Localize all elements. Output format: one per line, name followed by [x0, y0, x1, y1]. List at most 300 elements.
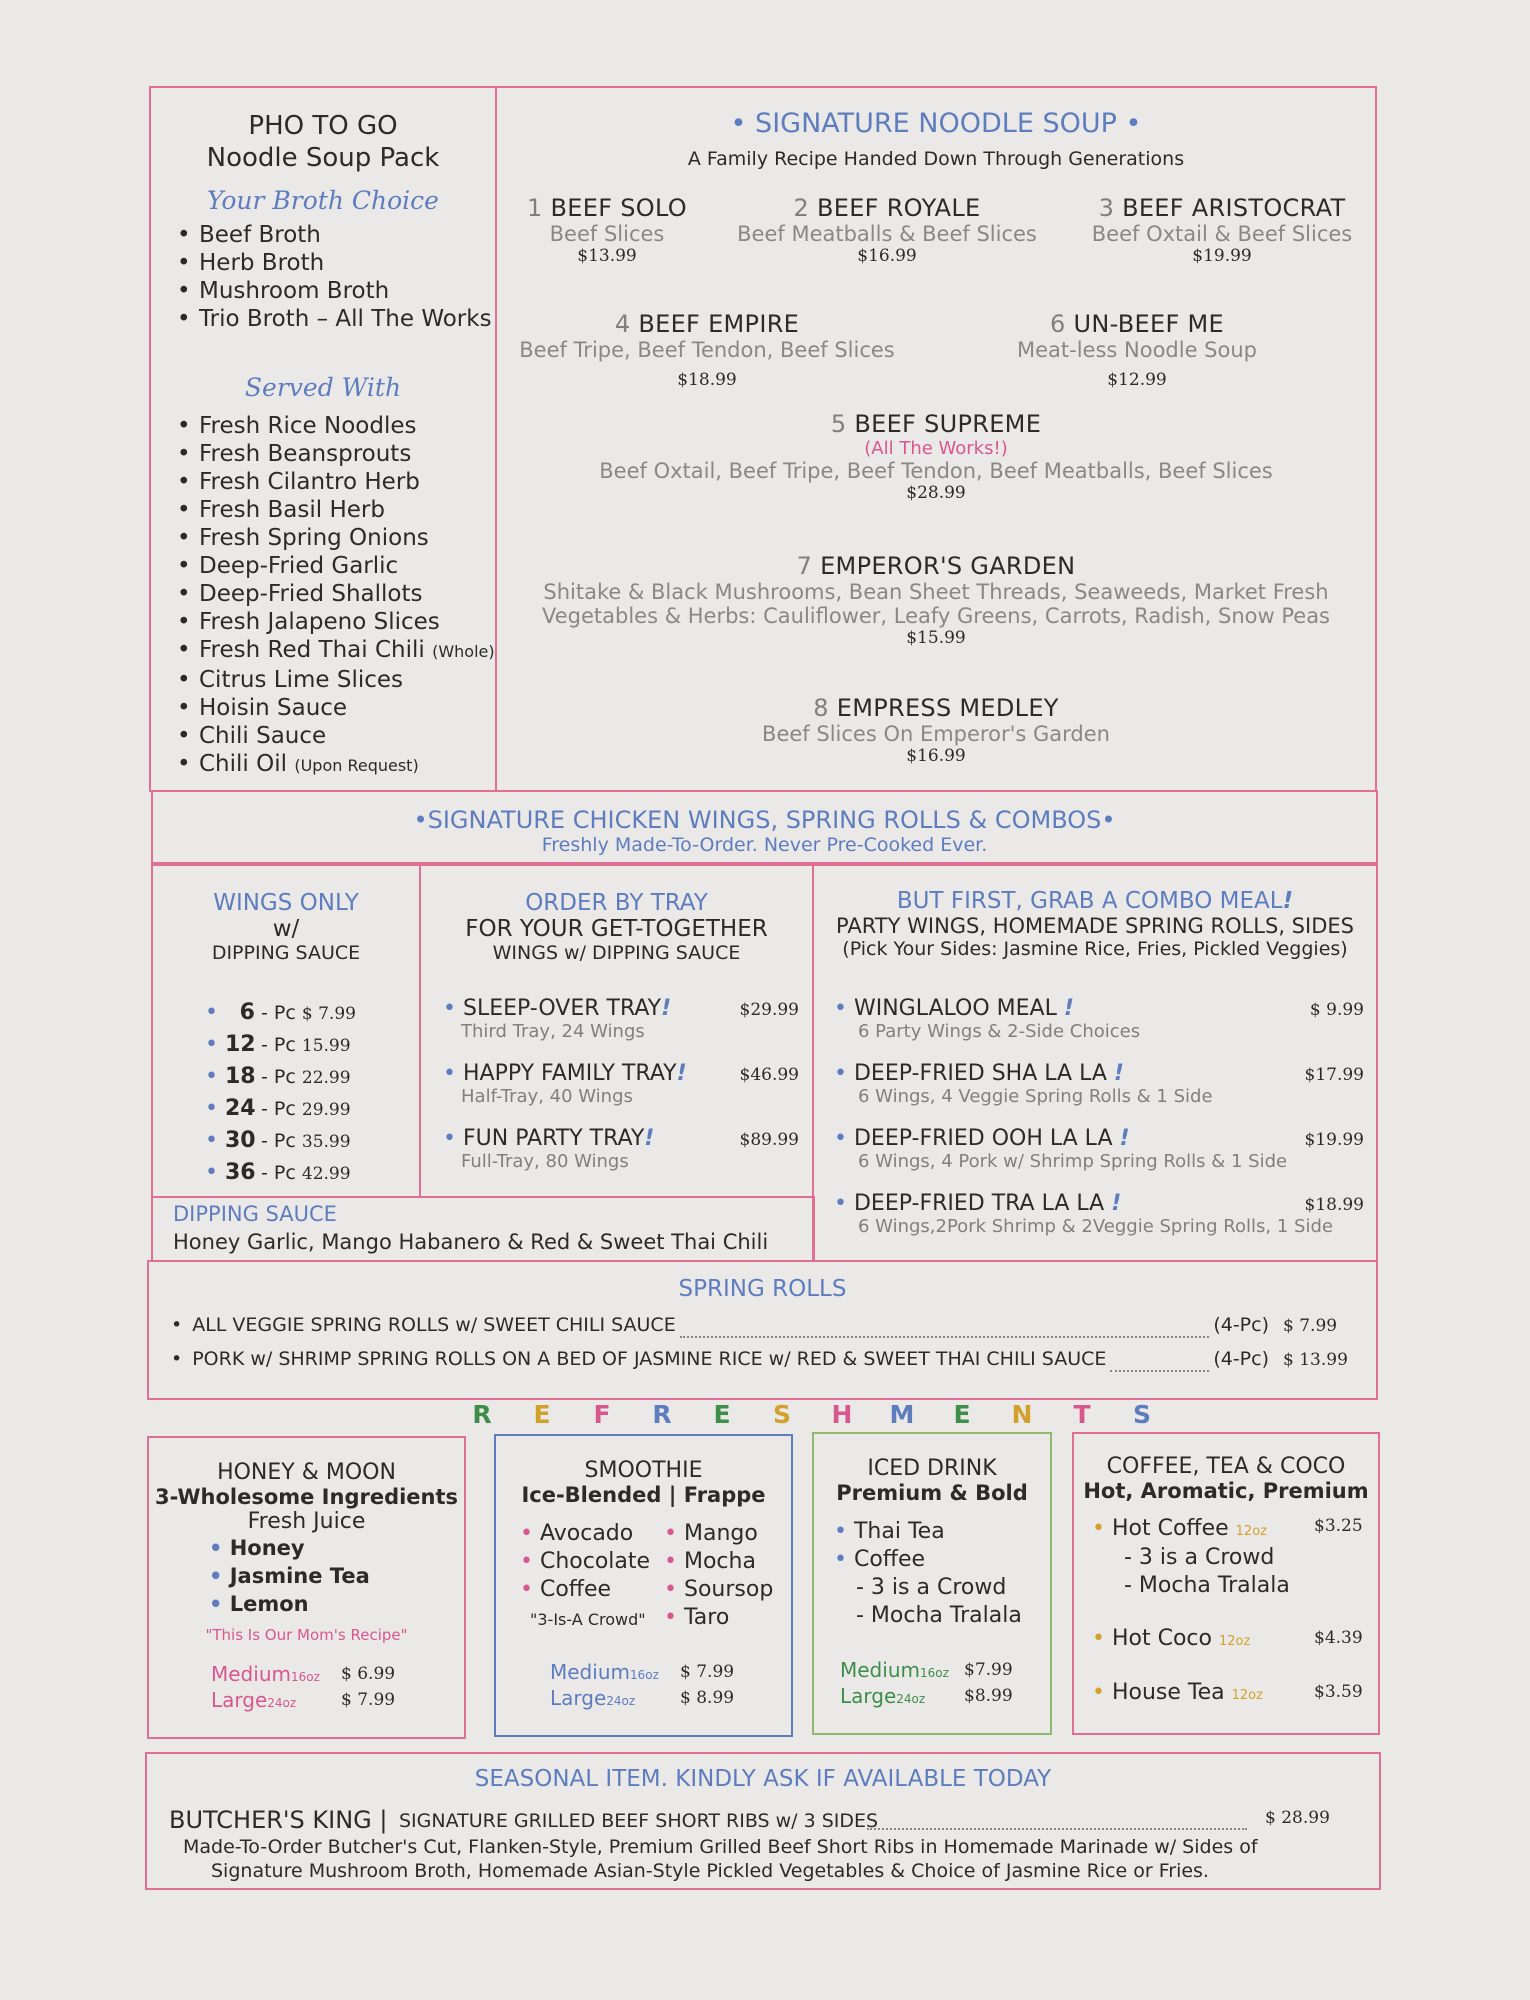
- combo-item-desc: 6 Wings,2Pork Shrimp & 2Veggie Spring Rolls, 1 Side: [858, 1216, 1333, 1237]
- pho-to-go-title-line1: PHO TO GO: [248, 111, 398, 141]
- size-oz: 16oz: [629, 1668, 659, 1682]
- wings-qty: 18: [224, 1064, 256, 1089]
- coffee-sub-item: - Mocha Tralala: [1124, 1573, 1290, 1598]
- tray-item-desc: Full-Tray, 80 Wings: [461, 1151, 629, 1172]
- soup-item-2[interactable]: [722, 194, 1052, 266]
- soup-item-number: 2: [793, 194, 810, 222]
- tray-title-3: WINGS w/ DIPPING SAUCE: [492, 942, 741, 964]
- iced-item: [834, 1546, 1022, 1574]
- iced-sub-item: - 3 is a Crowd: [856, 1575, 1007, 1600]
- soup-item-8[interactable]: [497, 694, 1375, 766]
- wings-qty: 12: [224, 1032, 256, 1057]
- combo-item-name-row: [834, 996, 1364, 1021]
- exclaim-icon: !: [661, 996, 672, 1021]
- tray-item[interactable]: [443, 1126, 799, 1191]
- combo-item-name: DEEP-FRIED OOH LA LA: [853, 1126, 1120, 1151]
- combo-subtitle: PARTY WINGS, HOMEMADE SPRING ROLLS, SIDES: [836, 914, 1354, 938]
- refresh-letter: E: [953, 1400, 971, 1429]
- pho-to-go-panel: [149, 86, 497, 792]
- soup-item-number: 5: [830, 410, 847, 438]
- wings-item[interactable]: [205, 1032, 356, 1064]
- spring-roll-item[interactable]: [171, 1348, 1351, 1382]
- honey-item-name: Jasmine Tea: [229, 1564, 370, 1588]
- broth-choice-heading: Your Broth Choice: [207, 186, 439, 215]
- bullet-icon: •: [834, 1191, 854, 1216]
- soup-item-name: EMPRESS MEDLEY: [836, 694, 1059, 722]
- size-oz: 24oz: [606, 1694, 636, 1708]
- wings-qty: 6: [239, 1000, 255, 1025]
- wings-price: 29.99: [301, 1100, 351, 1120]
- tray-item-desc: Half-Tray, 40 Wings: [461, 1086, 633, 1107]
- smoothie-title: SMOOTHIE: [584, 1458, 703, 1483]
- dipping-sauce-text: Honey Garlic, Mango Habanero & Red & Sweet Thai Chili: [173, 1230, 769, 1254]
- soup-item-name: BEEF SOLO: [550, 194, 687, 222]
- broth-list: [173, 221, 495, 333]
- hot-coco-item[interactable]: [1092, 1626, 1250, 1651]
- soup-item-desc: Beef Slices On Emperor's Garden: [762, 722, 1110, 746]
- bullet-icon: •: [443, 996, 463, 1021]
- bullet-icon: •: [1092, 1516, 1105, 1541]
- size-label: Medium: [550, 1660, 630, 1684]
- served-item-note: (Upon Request): [294, 756, 419, 775]
- bullet-icon: •: [209, 1536, 230, 1560]
- size-oz: 16oz: [919, 1666, 949, 1680]
- bullet-icon: •: [209, 1564, 230, 1588]
- soup-item-desc: Beef Meatballs & Beef Slices: [737, 222, 1037, 246]
- tray-item-price: $89.99: [739, 1130, 799, 1150]
- tray-item[interactable]: [443, 996, 799, 1061]
- smoothie-item: [664, 1548, 773, 1576]
- iced-item: [834, 1518, 1022, 1546]
- served-with-heading: Served With: [244, 373, 402, 402]
- broth-item: • Beef Broth: [173, 221, 495, 249]
- wings-list: [205, 1000, 356, 1192]
- soup-item-desc-2: Vegetables & Herbs: Cauliflower, Leafy Greens, Carrots, Radish, Snow Peas: [541, 604, 1330, 628]
- spring-rolls-panel: [147, 1260, 1378, 1400]
- refreshments-heading: [452, 1400, 1172, 1429]
- exclaim-icon: !: [644, 1126, 655, 1151]
- smoothie-item-name: Soursop: [683, 1577, 774, 1602]
- exclaim-icon: !: [1111, 1191, 1122, 1216]
- bullet-icon: •: [834, 1547, 854, 1572]
- smoothie-item: [520, 1576, 650, 1604]
- size-oz: 16oz: [290, 1670, 320, 1684]
- smoothie-item-name: Mango: [683, 1521, 758, 1546]
- soup-item-desc: Meat-less Noodle Soup: [1016, 338, 1257, 362]
- combo-item-name-row: [834, 1126, 1364, 1151]
- honey-item: [209, 1562, 464, 1590]
- combo-item[interactable]: [834, 1126, 1364, 1191]
- soup-item-desc: Beef Tripe, Beef Tendon, Beef Slices: [519, 338, 895, 362]
- combo-item-name-row: [834, 1191, 1364, 1216]
- tray-title-2: FOR YOUR GET-TOGETHER: [465, 916, 768, 942]
- combo-item-price: $17.99: [1304, 1065, 1364, 1085]
- iced-large[interactable]: [840, 1684, 925, 1708]
- bullet-icon: •: [205, 1096, 225, 1121]
- wings-only-panel: [151, 864, 421, 1198]
- soup-item-note: (All The Works!): [864, 438, 1008, 459]
- wings-price: 35.99: [301, 1132, 351, 1152]
- wings-only-with: w/: [272, 916, 300, 942]
- soup-item-price: $28.99: [906, 483, 966, 503]
- honey-moon-title: HONEY & MOON: [217, 1460, 396, 1485]
- dot-leader: [1110, 1370, 1209, 1372]
- wings-item[interactable]: [205, 1128, 356, 1160]
- honey-moon-quote: "This Is Our Mom's Recipe": [205, 1626, 408, 1644]
- soup-item-name: BEEF ROYALE: [816, 194, 981, 222]
- spring-roll-name: PORK w/ SHRIMP SPRING ROLLS ON A BED OF JASMINE RICE w/ RED & SWEET THAI CHILI SAUCE: [192, 1348, 1107, 1370]
- spring-roll-qty: (4-Pc): [1213, 1348, 1269, 1370]
- soup-item-5[interactable]: [497, 410, 1375, 503]
- iced-medium-price: $7.99: [964, 1660, 1013, 1680]
- dipping-sauce-title: DIPPING SAUCE: [173, 1202, 337, 1226]
- wings-banner-title: •SIGNATURE CHICKEN WINGS, SPRING ROLLS & COMBOS•: [413, 806, 1116, 834]
- item-name: Hot Coffee: [1111, 1516, 1229, 1541]
- combo-title: [814, 888, 1376, 914]
- honey-moon-panel: [147, 1436, 466, 1739]
- hot-coffee-price: $3.25: [1314, 1516, 1363, 1536]
- broth-item: • Mushroom Broth: [173, 277, 495, 305]
- combo-item[interactable]: [834, 1061, 1364, 1126]
- bullet-icon: •: [664, 1521, 684, 1546]
- bullet-icon: •: [205, 1128, 225, 1153]
- served-item-note: (Whole): [432, 642, 495, 661]
- bullet-icon: •: [443, 1126, 463, 1151]
- soup-item-number: 1: [527, 194, 543, 222]
- smoothie-sub-a: Ice-Blended: [521, 1483, 662, 1507]
- bullet-icon: •: [171, 1348, 183, 1370]
- smoothie-item: [520, 1548, 650, 1576]
- smoothie-item-name: Chocolate: [539, 1549, 651, 1574]
- refresh-letter: S: [1132, 1400, 1151, 1429]
- spring-roll-name: ALL VEGGIE SPRING ROLLS w/ SWEET CHILI SAUCE: [192, 1314, 676, 1336]
- smoothie-medium[interactable]: [550, 1660, 659, 1684]
- bullet-icon: •: [205, 1064, 225, 1089]
- tray-item-desc: Third Tray, 24 Wings: [461, 1021, 645, 1042]
- soup-item-1[interactable]: [517, 194, 697, 266]
- served-item: • Deep-Fried Shallots: [173, 580, 495, 608]
- exclaim-icon: !: [1063, 996, 1074, 1021]
- noodle-soup-title: • SIGNATURE NOODLE SOUP •: [730, 108, 1142, 139]
- tray-panel: [419, 864, 814, 1198]
- bullet-icon: •: [443, 1061, 463, 1086]
- spring-roll-item[interactable]: [171, 1314, 1351, 1348]
- wings-pc: - Pc: [254, 1130, 302, 1152]
- bullet-icon: •: [205, 1000, 225, 1025]
- combo-item-name: WINGLALOO MEAL: [853, 996, 1064, 1021]
- tray-item-name: SLEEP-OVER TRAY: [462, 996, 662, 1021]
- honey-medium[interactable]: [211, 1662, 320, 1686]
- wings-item[interactable]: [205, 1000, 356, 1032]
- exclaim-icon: !: [1113, 1061, 1124, 1086]
- smoothie-item: [664, 1576, 773, 1604]
- smoothie-large[interactable]: [550, 1686, 635, 1710]
- honey-moon-sub2: Fresh Juice: [247, 1509, 366, 1534]
- wings-qty: 24: [224, 1096, 256, 1121]
- tray-item[interactable]: [443, 1061, 799, 1126]
- wings-banner: [151, 790, 1378, 864]
- served-item: • Hoisin Sauce: [173, 694, 495, 722]
- hot-coffee-item[interactable]: [1092, 1516, 1267, 1541]
- item-oz: 12oz: [1231, 1688, 1263, 1703]
- combo-item-desc: 6 Wings, 4 Veggie Spring Rolls & 1 Side: [858, 1086, 1213, 1107]
- combo-item-name-row: [834, 1061, 1364, 1086]
- coffee-sub: Hot, Aromatic, Premium: [1083, 1479, 1369, 1503]
- size-label: Medium: [840, 1658, 920, 1682]
- wings-item[interactable]: [205, 1160, 356, 1192]
- soup-item-name: BEEF SUPREME: [854, 410, 1042, 438]
- served-item-text: Chili Oil: [199, 751, 295, 777]
- bullet-icon: •: [205, 1160, 225, 1185]
- refresh-letter: E: [533, 1400, 551, 1429]
- soup-item-price: $16.99: [857, 246, 917, 266]
- spring-rolls-list: [171, 1314, 1351, 1382]
- seasonal-item-desc: SIGNATURE GRILLED BEEF SHORT RIBS w/ 3 SIDES: [399, 1810, 879, 1832]
- soup-item-name: BEEF ARISTOCRAT: [1122, 194, 1346, 222]
- tray-item-price: $46.99: [739, 1065, 799, 1085]
- noodle-soup-subtitle: A Family Recipe Handed Down Through Generations: [687, 148, 1185, 170]
- bullet-icon: •: [1092, 1626, 1105, 1651]
- smoothie-item-name: Coffee: [539, 1577, 612, 1602]
- spring-roll-price: $ 13.99: [1283, 1350, 1348, 1370]
- tray-item-name: FUN PARTY TRAY: [462, 1126, 645, 1151]
- honey-large-price: $ 7.99: [341, 1690, 396, 1710]
- combo-panel: [812, 864, 1378, 1262]
- coffee-title: COFFEE, TEA & COCO: [1106, 1454, 1346, 1479]
- soup-item-6[interactable]: [987, 310, 1287, 390]
- honey-large[interactable]: [211, 1688, 296, 1712]
- coffee-panel: [1072, 1432, 1380, 1735]
- tray-item-price: $29.99: [739, 1000, 799, 1020]
- smoothie-right-list: [664, 1520, 773, 1632]
- bullet-icon: •: [171, 1314, 183, 1336]
- combo-item-name: DEEP-FRIED SHA LA LA: [853, 1061, 1114, 1086]
- combo-item[interactable]: [834, 1191, 1364, 1256]
- exclaim-icon: !: [1119, 1126, 1130, 1151]
- dipping-sauce-panel: [151, 1196, 815, 1262]
- bullet-icon: •: [834, 996, 854, 1021]
- house-tea-item[interactable]: [1092, 1680, 1263, 1705]
- house-tea-price: $3.59: [1314, 1682, 1363, 1702]
- pho-to-go-title: [151, 110, 495, 174]
- honey-item: [209, 1590, 464, 1618]
- served-item: • Fresh Basil Herb: [173, 496, 495, 524]
- served-item: • Fresh Jalapeno Slices: [173, 608, 495, 636]
- bullet-icon: •: [1092, 1680, 1105, 1705]
- pho-to-go-title-line2: Noodle Soup Pack: [206, 143, 440, 173]
- refresh-letter: M: [889, 1400, 915, 1429]
- seasonal-title: SEASONAL ITEM. KINDLY ASK IF AVAILABLE TODAY: [474, 1766, 1052, 1792]
- honey-moon-sub: 3-Wholesome Ingredients: [154, 1485, 459, 1509]
- served-item-text: Fresh Red Thai Chili: [199, 637, 433, 663]
- served-item: • Citrus Lime Slices: [173, 666, 495, 694]
- combo-note: (Pick Your Sides: Jasmine Rice, Fries, Pickled Veggies): [842, 938, 1348, 960]
- broth-item: • Herb Broth: [173, 249, 495, 277]
- spring-rolls-title: SPRING ROLLS: [678, 1276, 847, 1302]
- served-item: • Fresh Rice Noodles: [173, 412, 495, 440]
- iced-title: ICED DRINK: [867, 1456, 997, 1481]
- wings-qty: 30: [224, 1128, 256, 1153]
- size-label: Large: [211, 1688, 268, 1712]
- soup-item-number: 4: [614, 310, 631, 338]
- served-item: • Deep-Fried Garlic: [173, 552, 495, 580]
- item-oz: 12oz: [1235, 1524, 1267, 1539]
- seasonal-panel: [145, 1752, 1381, 1890]
- refresh-letter: S: [772, 1400, 791, 1429]
- bullet-icon: •: [664, 1549, 684, 1574]
- smoothie-left-list: [520, 1520, 650, 1604]
- smoothie-item-name: Avocado: [539, 1521, 634, 1546]
- seasonal-detail-1: Made-To-Order Butcher's Cut, Flanken-Style, Premium Grilled Beef Short Ribs in Homemade Marinade w/ Sides of: [183, 1836, 1258, 1858]
- item-name: Hot Coco: [1111, 1626, 1212, 1651]
- combo-item-name: DEEP-FRIED TRA LA LA: [853, 1191, 1112, 1216]
- refresh-letter: R: [472, 1400, 492, 1429]
- tray-title: ORDER BY TRAY: [525, 890, 708, 916]
- wings-banner-subtitle: Freshly Made-To-Order. Never Pre-Cooked Ever.: [541, 834, 988, 856]
- item-oz: 12oz: [1218, 1634, 1251, 1649]
- served-item: [173, 750, 495, 780]
- exclaim-icon: !: [676, 1061, 687, 1086]
- size-label: Large: [840, 1684, 897, 1708]
- tray-item-name: HAPPY FAMILY TRAY: [462, 1061, 677, 1086]
- soup-item-number: 6: [1050, 310, 1066, 338]
- wings-pc: - Pc: [254, 1098, 302, 1120]
- smoothie-sub-b: Frappe: [683, 1483, 766, 1507]
- soup-item-7[interactable]: [497, 552, 1375, 648]
- wings-price: $ 7.99: [301, 1004, 356, 1024]
- bullet-icon: •: [834, 1126, 854, 1151]
- wings-pc: - Pc: [254, 1162, 302, 1184]
- served-item: • Fresh Beansprouts: [173, 440, 495, 468]
- wings-pc: - Pc: [254, 1034, 302, 1056]
- spring-roll-price: $ 7.99: [1283, 1316, 1338, 1336]
- combo-item-desc: 6 Wings, 4 Pork w/ Shrimp Spring Rolls & 1 Side: [858, 1151, 1288, 1172]
- honey-item: [209, 1534, 464, 1562]
- wings-item[interactable]: [205, 1096, 356, 1128]
- soup-item-price: $19.99: [1192, 246, 1252, 266]
- served-item: • Chili Sauce: [173, 722, 495, 750]
- combo-item-desc: 6 Party Wings & 2-Side Choices: [858, 1021, 1141, 1042]
- bullet-icon: •: [834, 1061, 854, 1086]
- size-oz: 24oz: [267, 1696, 297, 1710]
- soup-item-desc: Beef Oxtail & Beef Slices: [1091, 222, 1353, 246]
- size-label: Medium: [211, 1662, 291, 1686]
- smoothie-crowd: "3-Is-A Crowd": [530, 1610, 646, 1629]
- served-list: [173, 412, 495, 780]
- iced-drink-panel: [812, 1432, 1052, 1735]
- refresh-letter: E: [713, 1400, 731, 1429]
- broth-item: • Trio Broth – All The Works: [173, 305, 495, 333]
- bullet-icon: •: [664, 1605, 684, 1630]
- bullet-icon: •: [209, 1592, 230, 1616]
- soup-item-price: $13.99: [577, 246, 637, 266]
- refresh-letter: N: [1011, 1400, 1033, 1429]
- iced-item-name: Thai Tea: [853, 1519, 945, 1544]
- iced-sub: Premium & Bold: [836, 1481, 1028, 1505]
- combo-item-price: $18.99: [1304, 1195, 1364, 1215]
- soup-item-price: $12.99: [1107, 370, 1167, 390]
- bullet-icon: •: [520, 1577, 540, 1602]
- combo-item-price: $19.99: [1304, 1130, 1364, 1150]
- dot-leader: [867, 1812, 1247, 1830]
- bullet-icon: •: [664, 1577, 684, 1602]
- refresh-letter: F: [593, 1400, 611, 1429]
- soup-item-number: 8: [813, 694, 829, 722]
- seasonal-detail-2: Signature Mushroom Broth, Homemade Asian-Style Pickled Vegetables & Choice of Jasmine Rice or Fries.: [211, 1860, 1209, 1882]
- honey-item-name: Lemon: [229, 1592, 309, 1616]
- smoothie-sub: Ice-Blended | Frappe: [521, 1483, 766, 1507]
- iced-large-price: $8.99: [964, 1686, 1013, 1706]
- smoothie-item: [520, 1520, 650, 1548]
- wings-item[interactable]: [205, 1064, 356, 1096]
- spring-roll-qty: (4-Pc): [1213, 1314, 1269, 1336]
- combo-item[interactable]: [834, 996, 1364, 1061]
- soup-item-4[interactable]: [507, 310, 907, 390]
- honey-medium-price: $ 6.99: [341, 1664, 396, 1684]
- served-item: [173, 636, 495, 666]
- iced-sub-item: - Mocha Tralala: [856, 1603, 1022, 1628]
- refresh-letter: T: [1073, 1400, 1091, 1429]
- honey-moon-list: [209, 1534, 464, 1618]
- iced-list: [834, 1518, 1022, 1630]
- seasonal-item-price: $ 28.99: [1265, 1808, 1330, 1828]
- smoothie-medium-price: $ 7.99: [680, 1662, 735, 1682]
- dot-leader: [680, 1336, 1210, 1338]
- soup-item-number: 7: [796, 552, 813, 580]
- wings-only-title: WINGS ONLY: [213, 890, 359, 916]
- served-item: • Fresh Spring Onions: [173, 524, 495, 552]
- soup-item-price: $18.99: [677, 370, 737, 390]
- soup-item-desc: Shitake & Black Mushrooms, Bean Sheet Threads, Seaweeds, Market Fresh: [543, 580, 1329, 604]
- bullet-icon: •: [834, 1519, 854, 1544]
- wings-only-sauce: DIPPING SAUCE: [211, 942, 361, 964]
- bullet-icon: •: [520, 1549, 540, 1574]
- combo-title-text: BUT FIRST, GRAB A COMBO MEAL: [896, 888, 1283, 914]
- wings-pc: - Pc: [254, 1002, 302, 1024]
- size-label: Large: [550, 1686, 607, 1710]
- tray-list: [443, 996, 799, 1191]
- soup-item-desc: Beef Oxtail, Beef Tripe, Beef Tendon, Beef Meatballs, Beef Slices: [599, 459, 1273, 483]
- wings-pc: - Pc: [254, 1066, 302, 1088]
- honey-item-name: Honey: [229, 1536, 305, 1560]
- smoothie-item-name: Mocha: [683, 1549, 756, 1574]
- soup-item-price: $16.99: [906, 746, 966, 766]
- smoothie-item-name: Taro: [683, 1605, 730, 1630]
- soup-item-3[interactable]: [1077, 194, 1367, 266]
- soup-item-name: EMPEROR'S GARDEN: [820, 552, 1076, 580]
- soup-item-price: $15.99: [906, 628, 966, 648]
- soup-item-name: BEEF EMPIRE: [638, 310, 800, 338]
- noodle-soup-panel: [495, 86, 1377, 792]
- soup-item-number: 3: [1098, 194, 1115, 222]
- served-item: • Fresh Cilantro Herb: [173, 468, 495, 496]
- combo-item-price: $ 9.99: [1309, 1000, 1364, 1020]
- wings-price: 15.99: [301, 1036, 351, 1056]
- exclaim-icon: !: [1282, 888, 1294, 914]
- coffee-sub-item: - 3 is a Crowd: [1124, 1545, 1275, 1570]
- size-oz: 24oz: [896, 1692, 926, 1706]
- coffee-sub-list: [1124, 1544, 1290, 1600]
- soup-item-name: UN-BEEF ME: [1073, 310, 1224, 338]
- bullet-icon: •: [205, 1032, 225, 1057]
- iced-medium[interactable]: [840, 1658, 949, 1682]
- bullet-icon: •: [520, 1521, 540, 1546]
- soup-item-desc: Beef Slices: [549, 222, 665, 246]
- refresh-letter: H: [831, 1400, 853, 1429]
- seasonal-item-name: BUTCHER'S KING |: [169, 1806, 388, 1834]
- smoothie-large-price: $ 8.99: [680, 1688, 735, 1708]
- smoothie-item: [664, 1604, 773, 1632]
